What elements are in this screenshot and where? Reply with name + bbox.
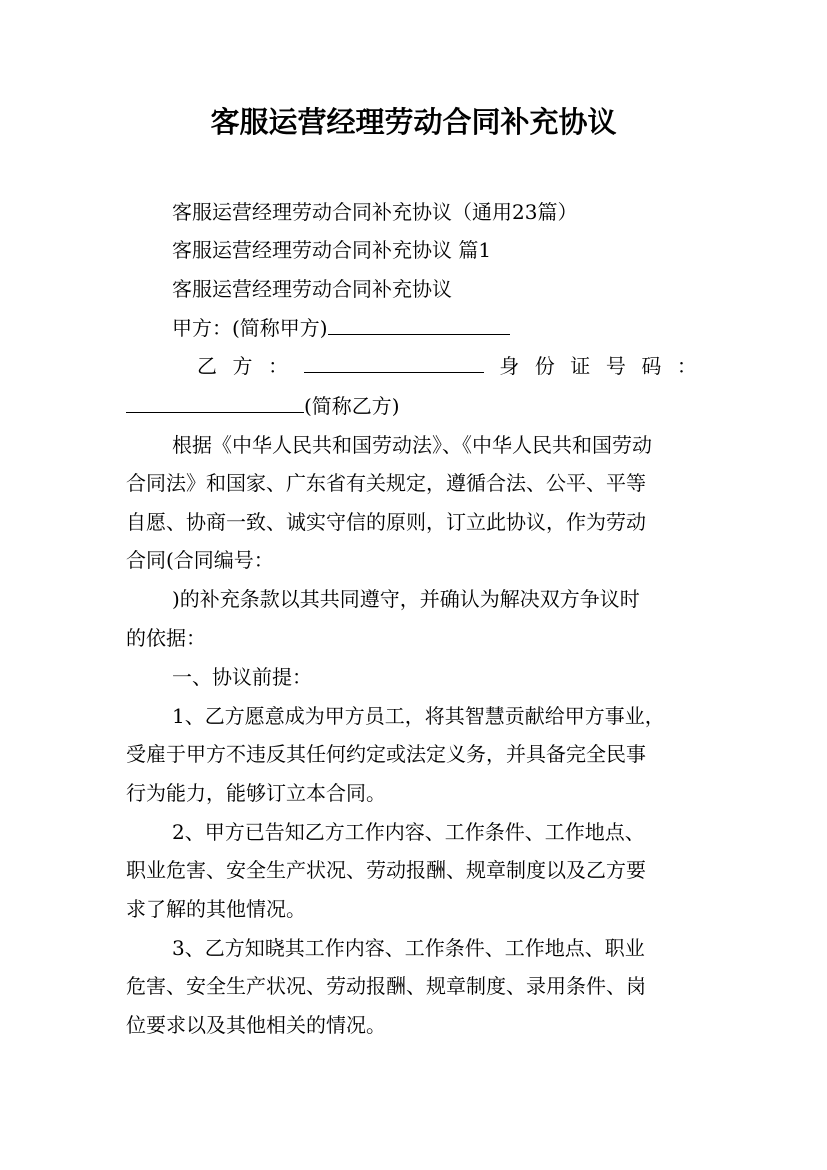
paragraph-line: 合同(合同编号： — [126, 548, 274, 572]
section-heading: 客服运营经理劳动合同补充协议 篇1 — [172, 238, 492, 262]
clause-line: 3、乙方知晓其工作内容、工作条件、工作地点、职业 — [172, 936, 645, 960]
clause-line: 求了解的其他情况。 — [126, 897, 306, 921]
id-number-char: 证 — [570, 354, 591, 378]
document-title: 客服运营经理劳动合同补充协议 — [210, 105, 617, 139]
paragraph-line: 根据《中华人民共和国劳动法》、《中华人民共和国劳动 — [172, 433, 652, 457]
clause-line: 行为能力，能够订立本合同。 — [126, 781, 386, 805]
party-b-blank — [304, 352, 484, 373]
clause-line: 2、甲方已告知乙方工作内容、工作条件、工作地点、 — [172, 820, 645, 844]
party-b-char: ： — [268, 354, 289, 378]
party-a-blank — [328, 314, 510, 335]
party-a-label: 甲方：(简称甲方) — [172, 316, 328, 340]
paragraph-line: )的补充条款以其共同遵守，并确认为解决双方争议时 — [172, 587, 640, 611]
clause-line: 职业危害、安全生产状况、劳动报酬、规章制度以及乙方要 — [126, 858, 646, 882]
paragraph-line: 自愿、协商一致、诚实守信的原则，订立此协议，作为劳动 — [126, 510, 646, 534]
party-b-abbrev-line — [126, 392, 400, 420]
id-number-char: 码 — [641, 354, 662, 378]
clause-line: 1、乙方愿意成为甲方员工，将其智慧贡献给甲方事业， — [172, 704, 665, 728]
paragraph-line: 的依据： — [126, 626, 206, 650]
clause-heading: 一、协议前提： — [172, 665, 312, 689]
party-a-line — [172, 314, 510, 342]
party-b-abbrev: (简称乙方) — [304, 394, 400, 418]
clause-line: 危害、安全生产状况、劳动报酬、规章制度、录用条件、岗 — [126, 974, 646, 998]
id-number-blank — [126, 392, 304, 413]
agreement-name: 客服运营经理劳动合同补充协议 — [172, 277, 452, 301]
party-b-char: 方 — [232, 354, 253, 378]
subtitle-line: 客服运营经理劳动合同补充协议（通用23篇） — [172, 200, 578, 224]
paragraph-line: 合同法》和国家、广东省有关规定，遵循合法、公平、平等 — [126, 471, 646, 495]
id-number-char: 份 — [534, 354, 555, 378]
id-number-char: 身 — [499, 354, 520, 378]
party-b-line — [197, 352, 697, 380]
party-b-char: 乙 — [197, 354, 217, 378]
clause-line: 受雇于甲方不违反其任何约定或法定义务，并具备完全民事 — [126, 742, 646, 766]
id-number-char: ： — [676, 354, 697, 378]
id-number-char: 号 — [605, 354, 626, 378]
clause-line: 位要求以及其他相关的情况。 — [126, 1013, 386, 1037]
